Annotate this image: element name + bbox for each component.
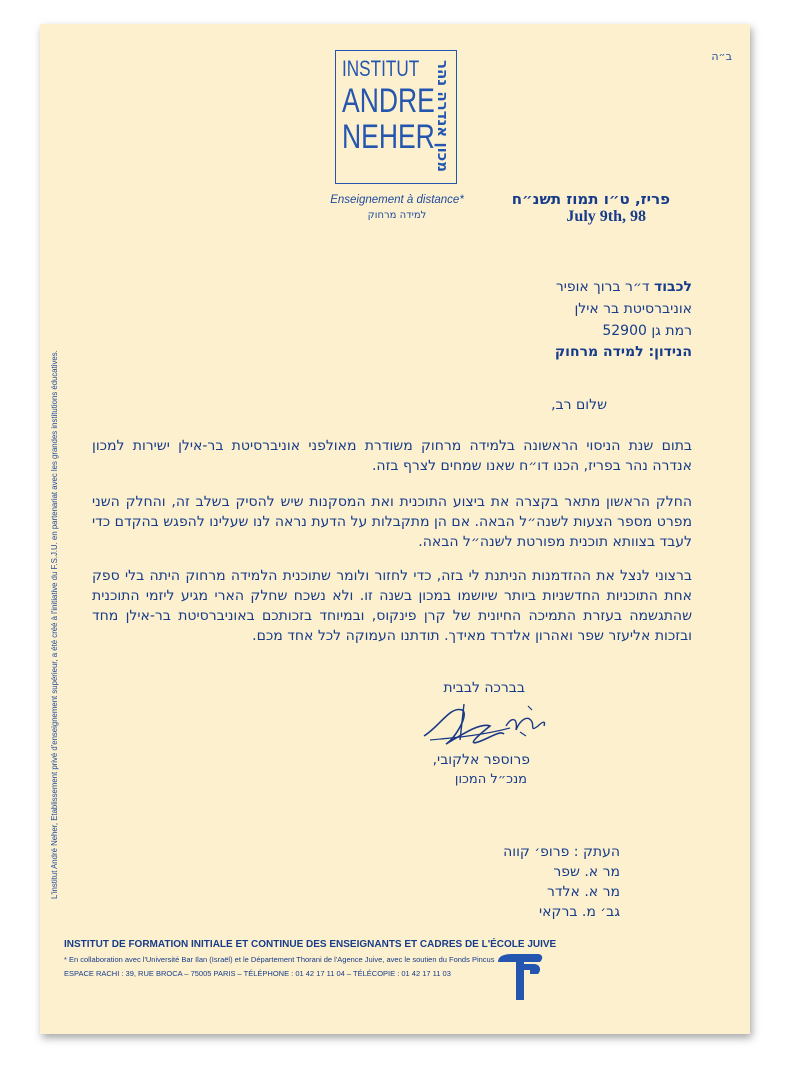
body-paragraph-1: בתום שנת הניסוי הראשונה בלמידה מרחוק משודרת מאולפני אוניברסיטת בר-אילן ישירות למכון אנדרה נהר בפריז, הכנו דו״ח שאנו שמחים לצרף בזה. bbox=[92, 438, 692, 474]
logo-subtitle-he: למידה מרחוק bbox=[367, 210, 427, 221]
date-english: July 9th, 98 bbox=[566, 208, 646, 225]
logo-line-2: ANDRE bbox=[342, 82, 435, 120]
side-note bbox=[50, 209, 64, 899]
cc-line: גב׳ מ. ברקאי bbox=[539, 904, 620, 920]
footer-collaboration: * En collaboration avec l'Université Bar Ilan (Israël) et le Département Thorani de l'Agence Juive, avec le soutien du Fonds Pincus bbox=[64, 955, 495, 964]
cc-list bbox=[503, 842, 620, 922]
cc-line: מר א. אלדר bbox=[547, 884, 620, 900]
recipient-city: רמת גן 52900 bbox=[602, 323, 692, 339]
recipient-name: ד״ר ברוך אופיר bbox=[555, 279, 650, 295]
logo-line-1: INSTITUT bbox=[342, 56, 420, 81]
body-paragraph-2: החלק הראשון מתאר בקצרה את ביצוע התוכנית ואת המסקנות שיש להסיק בשלב זה, והחלק השני מפרט מספר הצעות לשנה״ל הבאה. אם הן מתקבלות על הדעת נראה לנו שעלינו להפגש בהקדם כדי לעבד בצוותא תוכנית מפורטת לשנה״ל הבאה. bbox=[92, 494, 692, 550]
handwritten-signature bbox=[420, 696, 550, 754]
logo-french-text bbox=[342, 55, 435, 156]
recipient-institution: אוניברסיטת בר אילן bbox=[574, 301, 692, 317]
closing: בברכה לבבית bbox=[443, 680, 525, 696]
cc-line: מר א. שפר bbox=[553, 864, 620, 880]
recipient-prefix: לכבוד bbox=[654, 279, 692, 295]
institute-logo bbox=[335, 50, 457, 184]
signer-name: פרוספר אלקובי, bbox=[432, 752, 530, 768]
logo-hebrew-text: מכון אנדרה נהר bbox=[434, 59, 452, 173]
footer-institute-name: INSTITUT DE FORMATION INITIALE ET CONTINUE DES ENSEIGNANTS ET CADRES DE L'ÉCOLE JUIVE bbox=[64, 939, 557, 950]
cc-line: העתק : פרופ׳ קווה bbox=[503, 844, 620, 860]
logo-line-3: NEHER bbox=[342, 118, 435, 156]
letter-page bbox=[40, 24, 750, 1034]
signer-title: מנכ״ל המכון bbox=[454, 772, 527, 787]
greeting: שלום רב, bbox=[551, 397, 607, 413]
body-paragraph-3: ברצוני לנצל את ההזדמנות הניתנת לי בזה, כדי לחזור ולומר שתוכנית הלמידה מרחוק היתה בלי ספק אחת התוכניות החדשניות ביותר שיושמו במכון בשנה זו. ולא נשכח שחלק הארי מגיע ליזמי התוכנית שהתגשמה בעזרת התמיכה החיונית של קרן פינקוס, ובמיוחד בזכותכם באוניברסיטת בר-אילן מחד ובזכות אליעזר שפר ואהרון אלדרד מאידך. תודתנו העמוקה לכל אחד מכם. bbox=[92, 568, 692, 644]
footer-address: ESPACE RACHI : 39, RUE BROCA – 75005 PARIS – TÉLÉPHONE : 01 42 17 11 04 – TÉLÉCOPIE : 01 42 17 11 03 bbox=[64, 969, 451, 978]
side-note-text: L'institut André Neher, Etablissement privé d'enseignement supérieur, a été créé à l'initiative du F.S.J.U. en partenariat avec les grandes institutions éducatives. bbox=[50, 350, 59, 899]
date-hebrew: פריז, ט״ו תמוז תשנ״ח bbox=[511, 190, 670, 208]
page-mark: ב״ה bbox=[711, 50, 732, 63]
logo-subtitle-fr: Enseignement à distance* bbox=[330, 194, 464, 206]
recipient-address bbox=[556, 276, 692, 342]
subject-line: הנידון: למידה מרחוק bbox=[554, 344, 692, 360]
footer-logo-icon bbox=[494, 950, 546, 1002]
